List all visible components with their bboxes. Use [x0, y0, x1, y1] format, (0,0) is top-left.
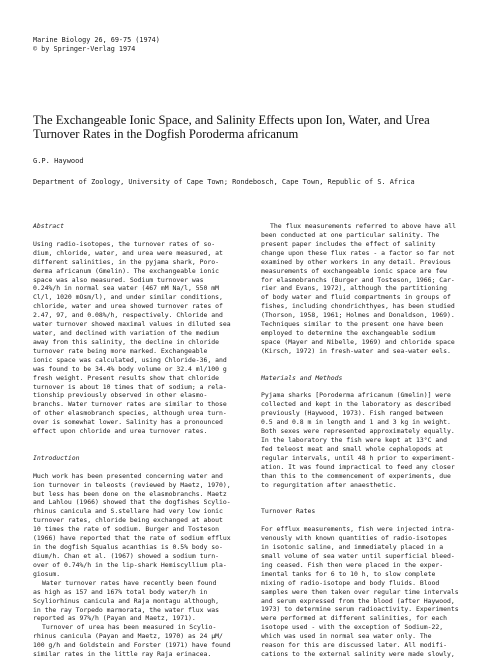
text-line: space (Mayer and Nibelle, 1969) and chloride space [261, 337, 455, 346]
text-line: away from this salinity, the decline in chloride [33, 337, 220, 346]
text-line: employed to determine the exchangeable sodium [261, 329, 436, 338]
text-line: regular intervals, until 48 h prior to experiment- [261, 453, 455, 462]
right-intro-para [261, 222, 476, 356]
left-column [33, 222, 251, 659]
text-line: in the dogfish Squalus acanthias is 0.5% body so- [33, 543, 223, 552]
text-line: of body water and fluid compartments in groups of [261, 293, 451, 302]
text-line: were performed at different salinities, for each [261, 614, 448, 623]
text-line: samples were then taken over regular time intervals [261, 587, 459, 596]
text-line: and Lahlou (1966) showed that the dogfishes Scylio- [33, 498, 231, 507]
text-line: imental tanks for 6 to 10 h, to slow complete [261, 569, 436, 578]
text-line: tionship previously observed in other elasmo- [33, 391, 208, 400]
introduction-para-2 [33, 579, 251, 659]
text-line: effect upon chloride and urea turnover rates. [33, 427, 208, 436]
text-line: Pyjama sharks [Poroderma africanum (Gmelin)] were [261, 391, 451, 400]
text-line: 1973) to determine serum radioactivity. Experiments [261, 605, 459, 614]
text-line: small volume of sea water until superficial bleed- [261, 551, 455, 560]
text-line: different salinities, in the pyjama shark, Poro- [33, 257, 220, 266]
methods-heading: Materials and Methods [261, 373, 343, 382]
text-line: rier and Evans, 1972), although the partitioning [261, 284, 448, 293]
text-line: to regurgitation after anaesthetic. [261, 480, 397, 489]
text-line: cations to the external salinity were made slowly, [261, 650, 455, 659]
text-line: giosum. [33, 569, 61, 578]
text-line: collected and kept in the laboratory as described [261, 400, 451, 409]
text-line: Water turnover rates have recently been found [42, 578, 217, 587]
text-line: rhinus canicula (Payan and Maetz, 1970) as 24 µM/ [33, 632, 223, 641]
text-line: turnover rates, chloride being exchanged at about [33, 516, 223, 525]
text-line: chloride, water and urea showed turnover rates of [33, 302, 223, 311]
text-line: 0.24%/h in normal sea water (467 mM Na/l, 550 mM [33, 284, 220, 293]
affiliation: Department of Zoology, University of Cape Town; Rondebosch, Cape Town, Republic of S. Africa [33, 178, 415, 186]
text-line: ion turnover in teleosts (reviewed by Maetz, 1970), [33, 480, 231, 489]
text-line: and serum expressed from the blood (after Haywood, [261, 596, 455, 605]
text-line: 0.5 and 0.8 m in length and 1 and 3 kg in weight. [261, 418, 451, 427]
text-line: present paper includes the effect of salinity [261, 239, 436, 248]
text-line: venously with known quantities of radio-isotopes [261, 534, 448, 543]
turnover-heading: Turnover Rates [261, 507, 316, 516]
text-line: for elasmobranchs (Burger and Tosteson, 1966; Car- [261, 275, 455, 284]
journal-citation [33, 36, 333, 54]
right-column [261, 222, 476, 659]
text-line: as high as 157 and 167% total body water/h in [33, 587, 208, 596]
text-line: mixing of radio-isotope and body fluids. Blood [261, 578, 440, 587]
text-line: ation. It was found impractical to feed any closer [261, 462, 455, 471]
text-line: over is somewhat lower. Salinity has a pronounced [33, 418, 223, 427]
title-line-1: The Exchangeable Ionic Space, and Salinity Effects upon Ion, Water, and Urea [33, 113, 430, 127]
text-line: In the laboratory the fish were kept at 13°C and [261, 436, 448, 445]
text-line: isotope used - with the exception of Sodium-22, [261, 623, 444, 632]
text-line: in the ray Torpedo marmorata, the water flux was [33, 605, 220, 614]
text-line: change upon these flux rates - a factor so far not [261, 248, 455, 257]
text-line: Cl/l, 1020 mOsm/l), and under similar conditions, [33, 293, 223, 302]
text-line: reported as 97%/h (Payan and Maetz, 1971). [33, 614, 196, 623]
text-line: than this to the commencement of experiments, due [261, 471, 451, 480]
text-line: Much work has been presented concerning water and [33, 471, 223, 480]
abstract-heading: Abstract [33, 222, 65, 230]
introduction-para-1 [33, 472, 251, 579]
text-line: been conducted at one particular salinity. The [261, 230, 440, 239]
text-line: similar rates in the little ray Raja erinacea. [33, 650, 212, 659]
text-line: derma africanum (Gmelin). The exchangeable ionic [33, 266, 220, 275]
text-line: in isotonic saline, and immediately placed in a [261, 543, 444, 552]
text-line: over of 0.74%/h in the lip-shark Hemiscyllium pla- [33, 560, 227, 569]
text-line: fed teleost meat and small whole cephalopods at [261, 444, 444, 453]
title-line-2: Turnover Rates in the Dogfish Poroderma africanum [33, 127, 299, 141]
text-line: 10 times the rate of sodium. Burger and Tosteson [33, 525, 220, 534]
text-line: (Thorson, 1958, 1961; Holmes and Donaldson, 1969). [261, 311, 455, 320]
text-line: branchs. Water turnover rates are similar to those [33, 400, 227, 409]
text-line: The flux measurements referred to above have all [270, 222, 457, 230]
text-line: turnover rate being more marked. Exchangeable [33, 346, 208, 355]
introduction-heading: Introduction [33, 453, 80, 462]
journal-line: Marine Biology 26, 69-75 (1974) [33, 36, 160, 44]
text-line: rhinus canicula and S.stellare had very low ionic [33, 507, 223, 516]
text-line: examined by other workers in any detail. Previous [261, 257, 451, 266]
text-line: was found to be 34.4% body volume or 32.4 ml/100 g [33, 364, 227, 373]
text-line: (Kirsch, 1972) in fresh-water and sea-water eels. [261, 346, 451, 355]
text-line: Turnover of urea has been measured in Scylio- [42, 623, 217, 632]
text-line: previously (Haywood, 1973). Fish ranged between [261, 409, 444, 418]
author: G.P. Haywood [33, 157, 84, 165]
text-line: fresh weight. Present results show that chloride [33, 373, 220, 382]
text-line: ing ceased. Fish then were placed in the exper- [261, 560, 444, 569]
text-line: space was also measured. Sodium turnover was [33, 275, 204, 284]
methods-body [261, 391, 476, 489]
text-line: 100 g/h and Goldstein and Forster (1971) have found [33, 641, 231, 650]
text-line: dium, chloride, water, and urea were measured, at [33, 248, 223, 257]
turnover-body [261, 525, 476, 659]
text-line: Using radio-isotopes, the turnover rates of so- [33, 239, 216, 248]
text-line: For efflux measurements, fish were injected intra- [261, 525, 455, 534]
text-line: but less has been done on the elasmobranchs. Maetz [33, 489, 227, 498]
text-line: water turnover showed maximal values in diluted sea [33, 320, 231, 329]
text-line: Both sexes were represented approximately equally. [261, 427, 455, 436]
text-line: reason for this are discussed later. All modifi- [261, 641, 448, 650]
text-line: which was used in normal sea water only. The [261, 632, 432, 641]
text-line: measurements of exchangeable ionic space are few [261, 266, 448, 275]
text-line: Scyliorhinus canicula and Raja montagu although, [33, 596, 220, 605]
text-line: 2.47, 97, and 0.08%/h, respectively. Chloride and [33, 311, 223, 320]
abstract-body [33, 240, 251, 436]
text-line: of other elasmobranch species, although urea turn- [33, 409, 227, 418]
text-line: (1966) have reported that the rate of sodium efflux [33, 534, 231, 543]
text-line: ionic space was calculated, using Chloride-36, and [33, 355, 227, 364]
text-line: water, and declined with variation of the medium [33, 329, 220, 338]
text-line: turnover is about 10 times that of sodium; a rela- [33, 382, 227, 391]
text-line: fishes, including chondrichthyes, has been studied [261, 302, 455, 311]
article-title [33, 113, 473, 141]
text-line: Techniques similar to the present one have been [261, 320, 444, 329]
copyright-line: © by Springer-Verlag 1974 [33, 45, 136, 53]
text-line: dium/h. Chan et al. (1967) showed a sodium turn- [33, 552, 220, 560]
